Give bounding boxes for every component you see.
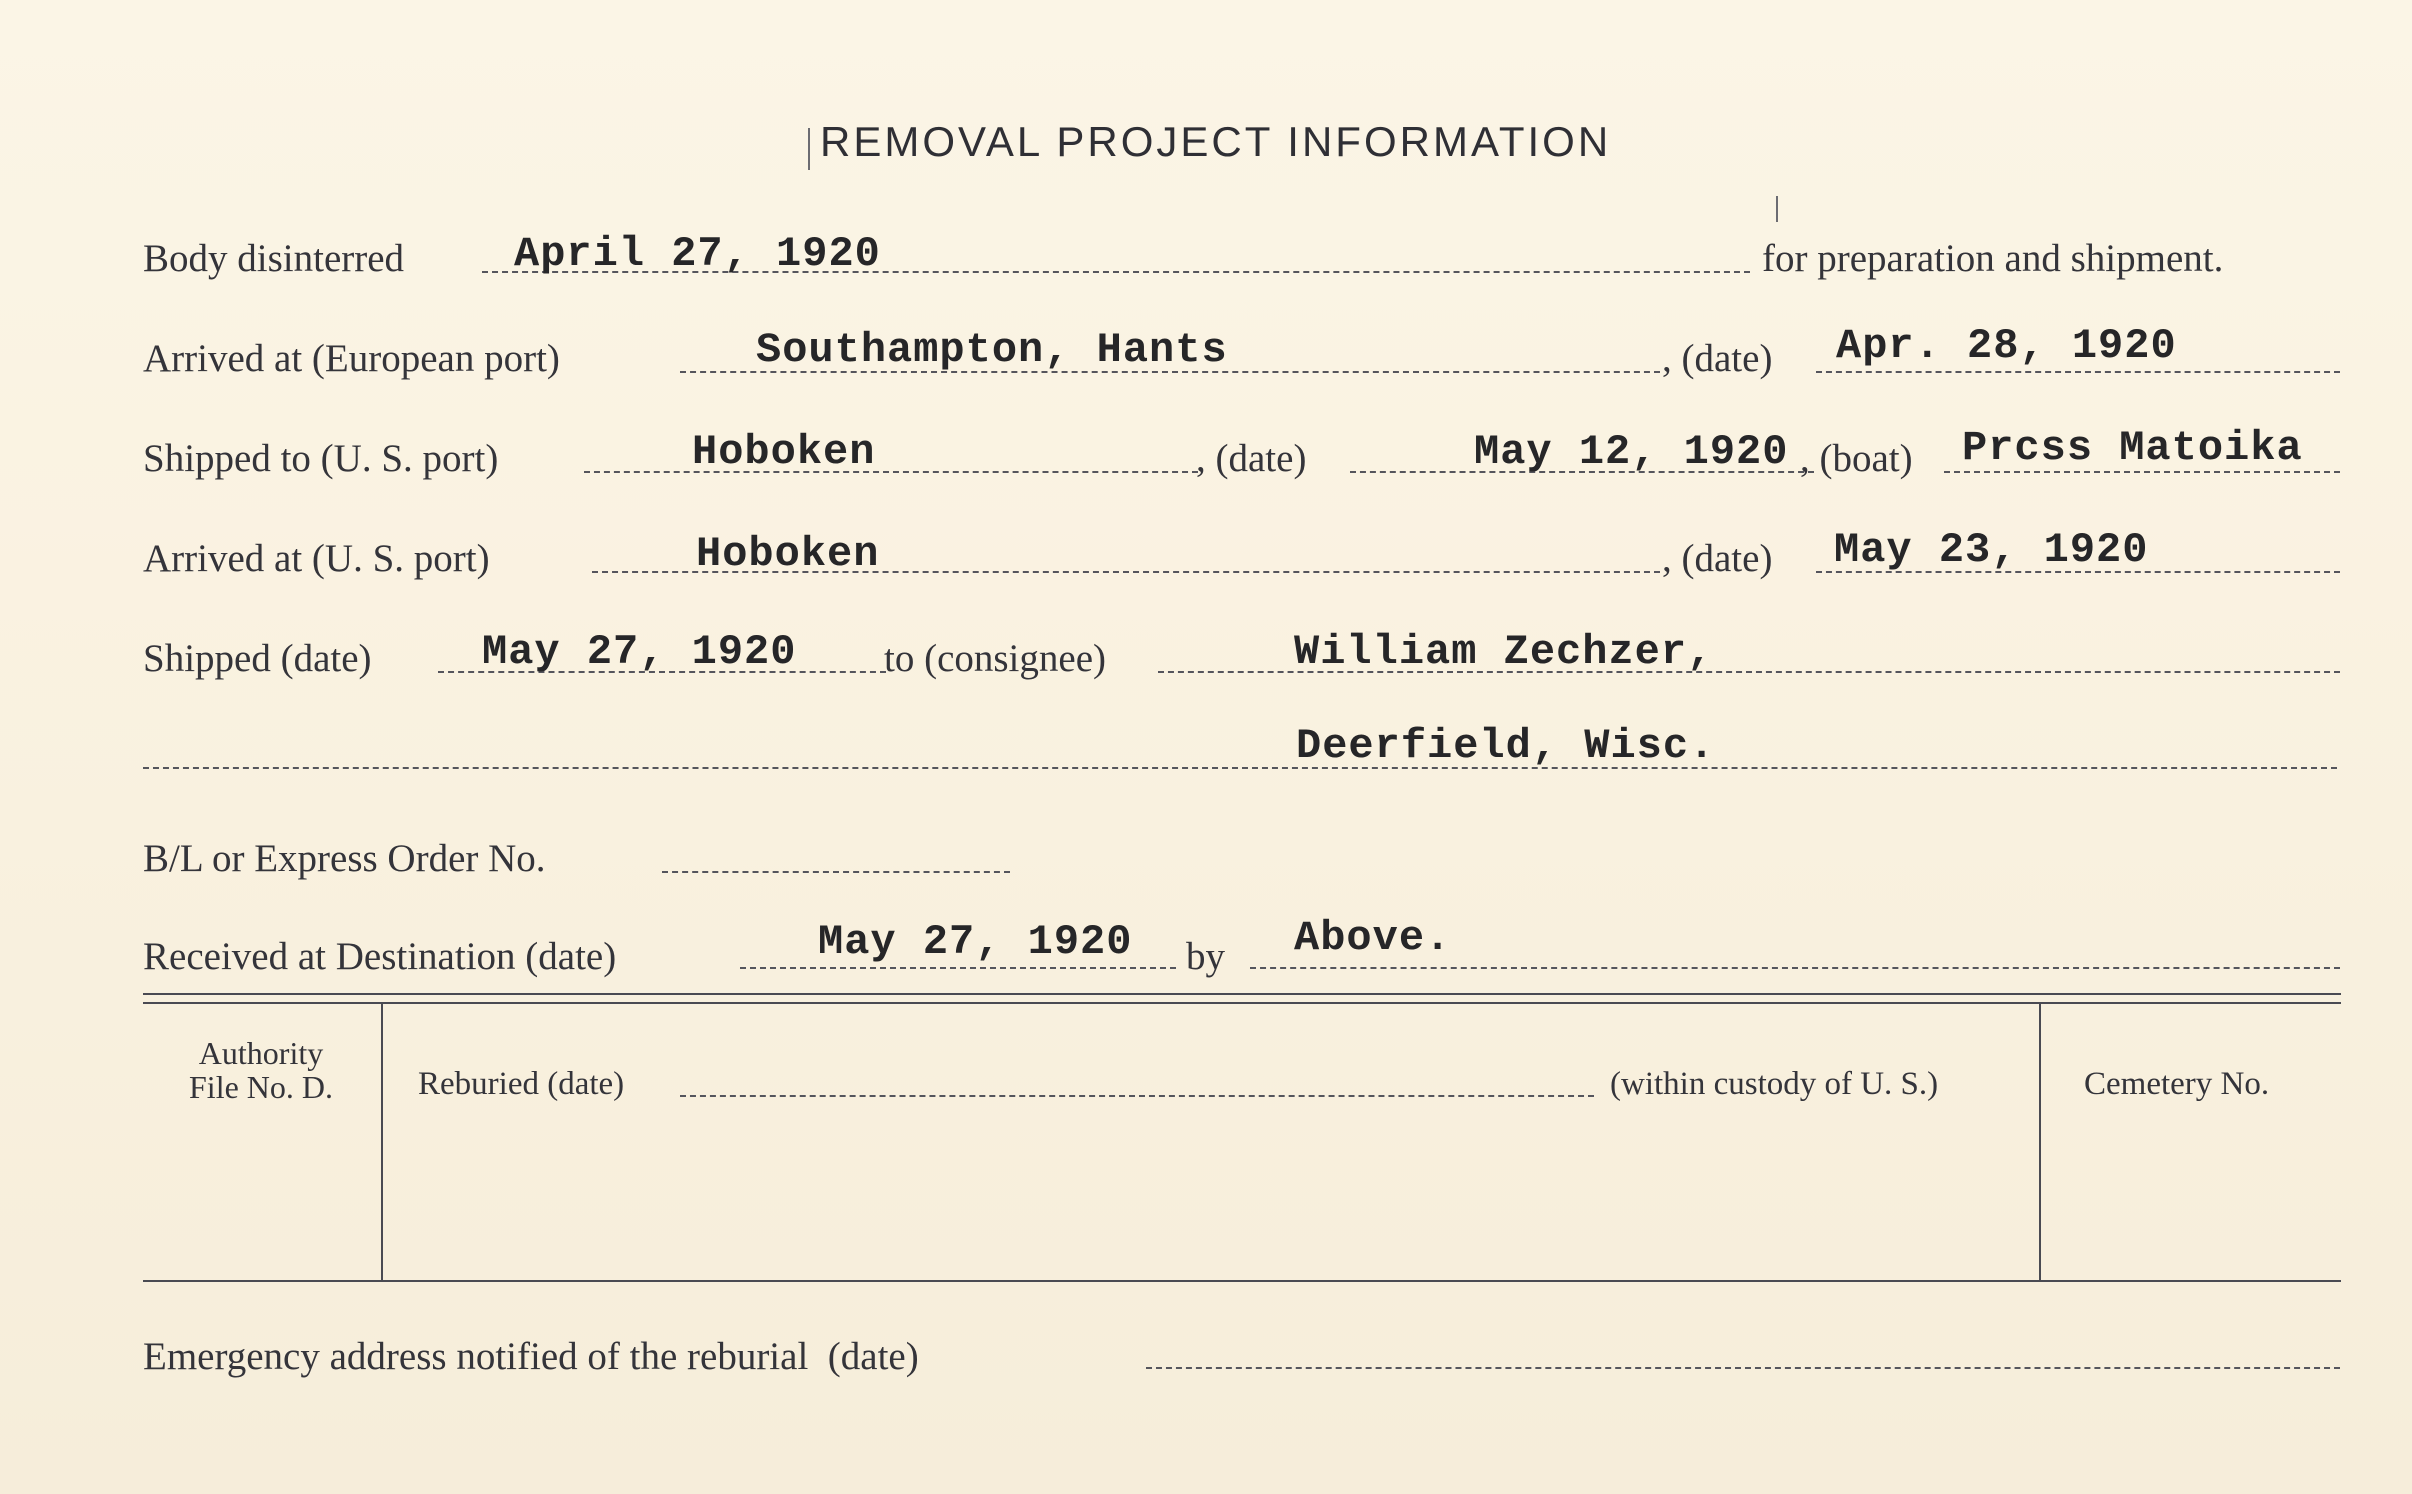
shipped-us-port-label: Shipped to (U. S. port) <box>143 437 499 480</box>
emergency-address-line <box>1146 1367 2340 1369</box>
shipped-date-value: May 27, 1920 <box>482 628 797 676</box>
arrived-european-port-value: Southampton, Hants <box>756 326 1228 374</box>
box-bottom-rule <box>143 1280 2341 1282</box>
reburied-date-line <box>680 1095 1594 1097</box>
register-mark <box>808 128 810 170</box>
card-title: REMOVAL PROJECT INFORMATION <box>820 118 1612 165</box>
received-by-value: Above. <box>1294 914 1452 962</box>
received-destination-label: Received at Destination (date) <box>143 935 617 978</box>
consignee-label: to (consignee) <box>884 637 1107 680</box>
arrived-european-port-label: Arrived at (European port) <box>143 337 560 380</box>
received-by-line <box>1250 967 2340 969</box>
shipped-us-date-value: May 12, 1920 <box>1474 428 1789 476</box>
shipped-us-port-line <box>584 471 1198 473</box>
cemetery-no-label: Cemetery No. <box>2084 1066 2270 1102</box>
register-mark <box>1776 196 1778 222</box>
shipped-us-date-label: , (date) <box>1196 437 1307 480</box>
shipped-us-port-value: Hoboken <box>692 428 876 476</box>
arrived-us-port-value: Hoboken <box>696 530 880 578</box>
shipped-date-label: Shipped (date) <box>143 637 372 680</box>
received-destination-value: May 27, 1920 <box>818 918 1133 966</box>
arrived-european-date-value: Apr. 28, 1920 <box>1836 322 2177 370</box>
consignee-address-line <box>143 767 2337 769</box>
consignee-name-value: William Zechzer, <box>1294 628 1714 676</box>
arrived-us-port-label: Arrived at (U. S. port) <box>143 537 490 580</box>
bl-express-order-line <box>662 871 1010 873</box>
authority-file-label <box>150 1036 372 1104</box>
box-divider-right <box>2039 1004 2041 1280</box>
box-divider-left <box>381 1004 383 1280</box>
arrived-us-date-value: May 23, 1920 <box>1834 526 2149 574</box>
received-by-label: by <box>1186 935 1225 978</box>
reburied-date-label: Reburied (date) <box>418 1066 625 1102</box>
authority-line: Authority <box>198 1035 324 1071</box>
arrived-european-date-line <box>1816 371 2340 373</box>
arrived-european-date-label: , (date) <box>1662 337 1773 380</box>
body-disinterred-value: April 27, 1920 <box>514 230 881 278</box>
bl-express-order-label: B/L or Express Order No. <box>143 837 546 880</box>
preparation-shipment-text: for preparation and shipment. <box>1762 237 2224 280</box>
shipped-us-boat-label: , (boat) <box>1800 437 1913 480</box>
custody-label: (within custody of U. S.) <box>1610 1066 1939 1102</box>
shipped-us-boat-value: Prcss Matoika <box>1962 424 2303 472</box>
body-disinterred-label: Body disinterred <box>143 237 405 280</box>
file-no-line: File No. D. <box>189 1069 333 1105</box>
consignee-address-value: Deerfield, Wisc. <box>1296 722 1716 770</box>
received-destination-line <box>740 967 1176 969</box>
box-top-rule <box>143 993 2341 995</box>
box-top-rule-inner <box>143 1002 2341 1004</box>
arrived-us-date-label: , (date) <box>1662 537 1773 580</box>
emergency-address-label: Emergency address notified of the reburial (date) <box>143 1335 919 1378</box>
